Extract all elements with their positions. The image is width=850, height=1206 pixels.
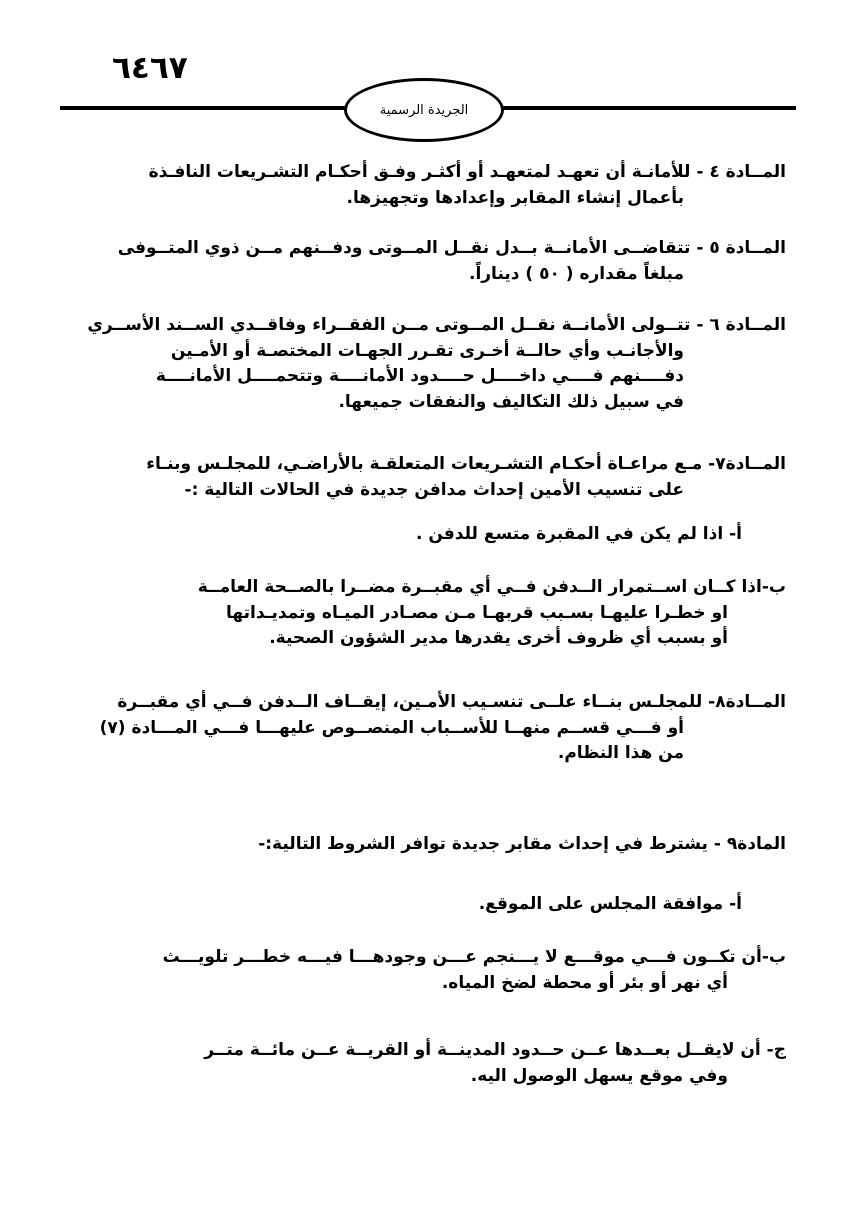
article-6-cont-1: والأجانـب وأي حالــة أخـرى تقـرر الجهـات المختصـة أو الأمـين <box>170 340 684 361</box>
article-6-cont-3: في سبيل ذلك التكاليف والنفقات جميعها. <box>338 391 684 412</box>
article-6-line-1 <box>86 313 786 339</box>
article-9-item-c-line-1: ج- أن لايقــل بعــدها عــن حــدود المدينــة أو القريــة عــن مائــة متــر <box>204 1040 786 1060</box>
article-7-item-b <box>106 575 786 652</box>
article-7-line-1 <box>86 452 786 478</box>
article-9-item-a-line-1: أ- موافقة المجلس على الموقع. <box>478 894 742 914</box>
article-8-lead: للمجلـس بنــاء علــى تنسـيب الأمـين، إيقــاف الــدفن فــي أي مقبــرة <box>117 692 709 712</box>
article-9-item-c-line-2: وفي موقع يسهل الوصول اليه. <box>470 1065 728 1086</box>
article-9-line-1 <box>86 832 786 858</box>
article-9-item-b-line-1: ب-أن تكــون فـــي موقـــع لا يـــنجم عـــن وجودهـــا فيـــه خطـــر تلويـــث <box>162 947 786 967</box>
article-9-lead: يشترط في إحداث مقابر جديدة توافر الشروط التالية:- <box>258 834 714 854</box>
article-4-cont: بأعمال إنشاء المقابر وإعدادها وتجهيزها. <box>346 187 684 208</box>
article-5-cont: مبلغاً مقداره ( ٥٠ ) ديناراً. <box>468 263 684 284</box>
masthead-title: الجريدة الرسمية <box>379 102 469 118</box>
article-9-item-b-line-2: أي نهر أو بئر أو محطة لضخ المياه. <box>441 972 728 993</box>
article-6-lead: تتــولى الأمانــة نقــل المــوتى مــن الفقــراء وفاقــدي الســند الأســري <box>87 315 697 335</box>
article-8-line-1 <box>86 690 786 716</box>
article-6 <box>86 313 786 415</box>
article-4 <box>86 160 786 211</box>
article-5-label: المــادة ٥ - <box>696 238 786 258</box>
article-5-line-1 <box>86 236 786 262</box>
article-7 <box>86 452 786 503</box>
article-7-item-b-line-2: او خطـرا عليهـا بسـبب قربهـا مـن مصـادر الميـاه وتمديـداتها <box>226 602 728 623</box>
article-7-item-b-line-3: أو بسبب أي ظروف أخرى يقدرها مدير الشؤون الصحية. <box>269 628 728 648</box>
article-8 <box>86 690 786 767</box>
article-5-lead: تتقاضــى الأمانــة بــدل نقــل المــوتى ودفــنهم مــن ذوي المتــوفى <box>117 238 697 258</box>
article-8-label: المــادة٨- <box>708 692 786 712</box>
article-8-cont-1: أو فـــي قســم منهــا للأســباب المنصــوص عليهـــا فـــي المـــادة (٧) <box>99 717 684 738</box>
article-4-line-1 <box>86 160 786 186</box>
article-6-cont-2: دفــــنهم فــــي داخــــل حــــدود الأمانــــة وتتحمــــل الأمانــــة <box>155 366 684 386</box>
article-9-item-b <box>106 945 786 996</box>
article-7-item-a-line-1: أ- اذا لم يكن في المقبرة متسع للدفن . <box>415 524 742 544</box>
article-7-item-a <box>82 522 742 548</box>
article-9-label: المادة٩ - <box>713 834 786 854</box>
article-4-lead: للأمانـة أن تعهـد لمتعهـد أو أكثـر وفـق أحكـام التشـريعات النافـذة <box>148 162 697 182</box>
masthead-oval <box>344 78 504 142</box>
article-7-item-b-line-1: ب-اذا كــان اســتمرار الــدفن فــي أي مقبــرة مضــرا بالصــحة العامــة <box>197 577 786 597</box>
article-7-label: المــادة٧- <box>708 454 786 474</box>
article-8-cont-2: من هذا النظام. <box>557 743 684 763</box>
article-4-label: المــادة ٤ - <box>696 162 786 182</box>
article-9-item-c <box>106 1038 786 1089</box>
article-7-cont: على تنسيب الأمين إحداث مدافن جديدة في الحالات التالية :- <box>184 479 684 500</box>
article-6-label: المــادة ٦ - <box>696 315 786 335</box>
article-5 <box>86 236 786 287</box>
page-number: ٦٤٦٧ <box>112 50 188 86</box>
article-7-lead: مـع مراعـاة أحكـام التشـريعات المتعلقـة بالأراضـي، للمجلـس وبنـاء <box>146 454 709 474</box>
article-9 <box>86 832 786 858</box>
article-9-item-a <box>82 892 742 918</box>
